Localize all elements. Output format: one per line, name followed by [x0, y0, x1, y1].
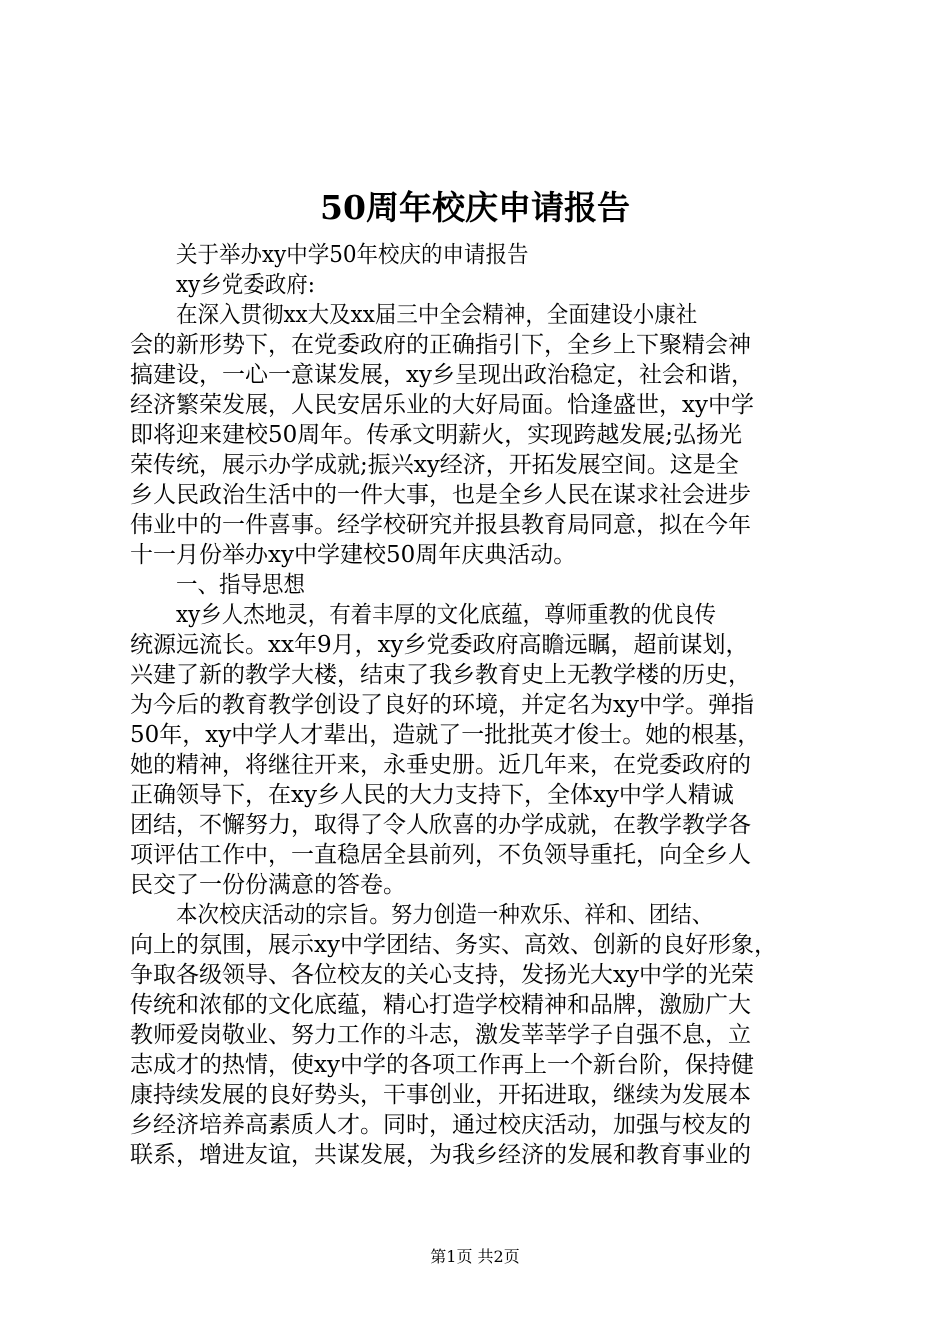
- body-line: 团结，不懈努力，取得了令人欣喜的办学成就，在教学教学各: [130, 812, 751, 838]
- body-line: 康持续发展的良好势头，干事创业，开拓进取，继续为发展本: [130, 1082, 751, 1108]
- body-line: 伟业中的一件喜事。经学校研究并报县教育局同意，拟在今年: [130, 512, 751, 538]
- body-line: 搞建设，一心一意谋发展，xy乡呈现出政治稳定，社会和谐，: [130, 362, 754, 388]
- body-line: 在深入贯彻xx大及xx届三中全会精神，全面建设小康社: [176, 302, 698, 328]
- body-line: 乡经济培养高素质人才。同时，通过校庆活动，加强与校友的: [130, 1112, 751, 1138]
- body-line: 争取各级领导、各位校友的关心支持，发扬光大xy中学的光荣: [130, 962, 754, 988]
- recipient-line: xy乡党委政府:: [176, 272, 315, 298]
- body-line: 荣传统，展示办学成就;振兴xy经济，开拓发展空间。这是全: [130, 452, 739, 478]
- body-line: 正确领导下，在xy乡人民的大力支持下，全体xy中学人精诚: [130, 782, 734, 808]
- document-title: 50周年校庆申请报告: [320, 188, 630, 227]
- body-line: 即将迎来建校50周年。传承文明薪火，实现跨越发展;弘扬光: [130, 422, 743, 448]
- body-line: 会的新形势下，在党委政府的正确指引下，全乡上下聚精会神: [130, 332, 751, 358]
- body-line: 志成才的热情，使xy中学的各项工作再上一个新台阶，保持健: [130, 1052, 754, 1078]
- body-line: 教师爱岗敬业、努力工作的斗志，激发莘莘学子自强不息，立: [130, 1022, 751, 1048]
- page-number-footer: 第1页 共2页: [430, 1247, 520, 1266]
- body-line: 民交了一份份满意的答卷。: [130, 872, 406, 898]
- body-line: 项评估工作中，一直稳居全县前列，不负领导重托，向全乡人: [130, 842, 751, 868]
- section-heading: 一、指导思想: [176, 572, 305, 598]
- body-line: 传统和浓郁的文化底蕴，精心打造学校精神和品牌，激励广大: [130, 992, 751, 1018]
- body-line: 兴建了新的教学大楼，结束了我乡教育史上无教学楼的历史，: [130, 662, 751, 688]
- body-line: 向上的氛围，展示xy中学团结、务实、高效、创新的良好形象，: [130, 932, 777, 958]
- body-line: 统源远流长。xx年9月，xy乡党委政府高瞻远瞩，超前谋划，: [130, 632, 749, 658]
- report-subject-line: 关于举办xy中学50年校庆的申请报告: [176, 242, 529, 268]
- body-line: 她的精神，将继往开来，永垂史册。近几年来，在党委政府的: [130, 752, 751, 778]
- body-line: xy乡人杰地灵，有着丰厚的文化底蕴，尊师重教的优良传: [176, 602, 716, 628]
- body-line: 50年，xy中学人才辈出，造就了一批批英才俊士。她的根基，: [130, 722, 761, 748]
- body-line: 联系，增进友谊，共谋发展，为我乡经济的发展和教育事业的: [130, 1142, 751, 1168]
- body-line: 为今后的教育教学创设了良好的环境，并定名为xy中学。弹指: [130, 692, 754, 718]
- body-line: 本次校庆活动的宗旨。努力创造一种欢乐、祥和、团结、: [176, 902, 714, 928]
- body-line: 经济繁荣发展，人民安居乐业的大好局面。恰逢盛世，xy中学: [130, 392, 754, 418]
- body-line: 十一月份举办xy中学建校50周年庆典活动。: [130, 542, 577, 568]
- body-line: 乡人民政治生活中的一件大事，也是全乡人民在谋求社会进步: [130, 482, 751, 508]
